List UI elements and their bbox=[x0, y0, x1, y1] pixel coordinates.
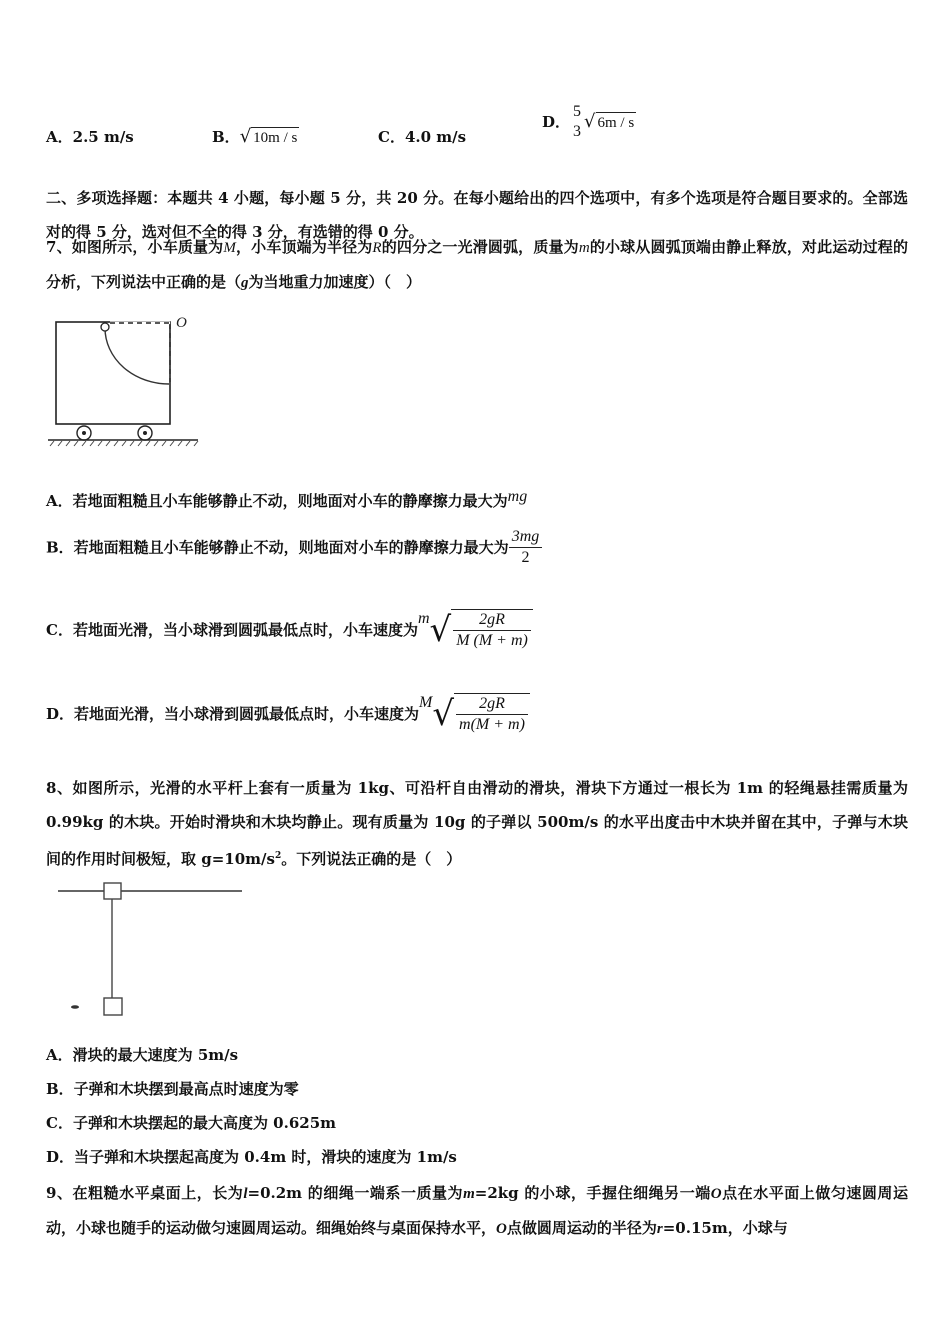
q9-stem-part: 点做圆周运动的半径为 bbox=[506, 1219, 657, 1237]
q7-option-b-fraction bbox=[509, 527, 543, 568]
q6-option-d-label: D． bbox=[542, 113, 571, 131]
sqrt-symbol: √ bbox=[432, 694, 455, 734]
q8-option-b: B．子弹和木块摆到最高点时速度为零 bbox=[46, 1080, 299, 1098]
q6-option-d-math: 6m / s bbox=[596, 112, 637, 133]
q8-stem bbox=[46, 771, 908, 876]
q9-var-O: O bbox=[710, 1186, 722, 1202]
q9-stem-part: 点在水平面上做匀速圆周运动，小球也随手的运动做匀速圆周运动。细绳始终与桌面保持水平， bbox=[46, 1184, 908, 1237]
sqrt-symbol: √ bbox=[239, 126, 252, 147]
q7-option-b bbox=[46, 527, 542, 568]
fraction-denominator: 3 bbox=[573, 123, 582, 140]
q7-option-c-fraction bbox=[451, 609, 533, 651]
q8-pendulum-figure bbox=[56, 880, 246, 1020]
ground-hatching bbox=[50, 441, 198, 446]
q7-stem bbox=[46, 230, 908, 300]
q7-option-a-text: A．若地面粗糙且小车能够静止不动，则地面对小车的静摩擦力最大为 bbox=[46, 492, 508, 510]
small-ball bbox=[101, 323, 109, 331]
fraction-numerator: 2gR bbox=[479, 695, 505, 712]
quarter-arc bbox=[105, 328, 169, 384]
q7-option-a bbox=[46, 488, 528, 512]
sqrt-symbol: √ bbox=[584, 111, 596, 132]
q6-option-d bbox=[542, 102, 636, 142]
q8-option-c: C．子弹和木块摆起的最大高度为 0.625m bbox=[46, 1114, 337, 1132]
section2-header: 二、多项选择题：本题共 4 小题，每小题 5 分，共 20 分。在每小题给出的四个选项中，有多个选项是符合题目要求的。全部选对的得 5 分，选对但不全的得 3 分，有选错的得 0 分。 bbox=[46, 189, 908, 241]
q6-option-d-fraction bbox=[570, 102, 584, 142]
q6-option-a: A．2.5 m/s bbox=[46, 128, 134, 146]
q7-option-d-text: D．若地面光滑，当小球滑到圆弧最低点时，小车速度为 bbox=[46, 705, 420, 723]
q7-option-b-text: B．若地面粗糙且小车能够静止不动，则地面对小车的静摩擦力最大为 bbox=[46, 538, 509, 557]
fraction-denominator: M (M + m) bbox=[453, 630, 531, 651]
q7-option-c-coef: m bbox=[417, 610, 430, 627]
q7-var-M: M bbox=[223, 240, 236, 256]
q7-stem-part: ，小车顶端为半径为 bbox=[235, 238, 373, 256]
q7-option-d bbox=[46, 693, 530, 735]
fraction-denominator: 2 bbox=[509, 547, 543, 568]
q7-option-d-coef: M bbox=[419, 694, 433, 711]
q6-option-b bbox=[212, 127, 299, 148]
point-O-label: O bbox=[176, 315, 187, 331]
q6-option-b-label: B． bbox=[212, 128, 240, 146]
q9-stem-part: =0.15m，小球与 bbox=[662, 1219, 788, 1237]
fraction-numerator: 2gR bbox=[479, 611, 505, 628]
q6-option-b-math: 10m / s bbox=[251, 127, 299, 148]
q7-option-a-math: mg bbox=[507, 488, 528, 505]
q7-cart-figure bbox=[44, 312, 204, 450]
q7-stem-part: 的小球从圆弧顶端由静止释放，对此运动过程的分析，下列说法中正确的是（ bbox=[46, 238, 908, 291]
fraction-numerator: 3mg bbox=[511, 528, 540, 545]
q7-var-m: m bbox=[578, 240, 590, 256]
sqrt-symbol: √ bbox=[429, 610, 452, 650]
q7-stem-part: 7、如图所示，小车质量为 bbox=[46, 238, 224, 256]
q9-stem-part: =2kg 的小球，手握住细绳另一端 bbox=[474, 1184, 711, 1202]
q7-var-g: g bbox=[241, 275, 249, 291]
q8-superscript: 2 bbox=[274, 851, 282, 861]
q8-stem-part: 8、如图所示，光滑的水平杆上套有一质量为 1kg、可沿杆自由滑动的滑块，滑块下方通过一根长为 1m 的轻绳悬挂需质量为 0.99kg 的木块。开始时滑块和木块均静止。现有质量为 10g 的子弹以 500m/s 的水平出度击中木块并留在其中，子弹与木块间的作用时间极短，取 g=10m/s bbox=[46, 779, 908, 868]
q9-var-r: r bbox=[656, 1221, 663, 1237]
q9-var-m: m bbox=[463, 1186, 475, 1202]
q8-option-a: A．滑块的最大速度为 5m/s bbox=[46, 1046, 239, 1064]
q9-stem bbox=[46, 1176, 908, 1246]
q6-option-c: C．4.0 m/s bbox=[378, 128, 467, 146]
fraction-numerator: 5 bbox=[573, 103, 582, 120]
wood-block bbox=[104, 998, 122, 1015]
q7-stem-part: 的四分之一光滑圆弧，质量为 bbox=[381, 238, 579, 256]
q7-option-c bbox=[46, 609, 533, 651]
fraction-denominator: m(M + m) bbox=[456, 714, 528, 735]
q9-var-l: l bbox=[243, 1186, 248, 1202]
bullet bbox=[71, 1005, 79, 1009]
slider-block bbox=[104, 883, 121, 899]
q7-option-d-fraction bbox=[454, 693, 530, 735]
q8-option-d: D．当子弹和木块摆起高度为 0.4m 时，滑块的速度为 1m/s bbox=[46, 1148, 457, 1166]
q8-stem-part: 。下列说法正确的是（ ） bbox=[281, 850, 462, 868]
q7-var-R: R bbox=[372, 240, 382, 256]
q9-var-O: O bbox=[496, 1221, 507, 1237]
q7-stem-part: 为当地重力加速度）（ ） bbox=[248, 273, 422, 291]
q7-option-c-text: C．若地面光滑，当小球滑到圆弧最低点时，小车速度为 bbox=[46, 621, 418, 639]
q9-stem-part: =0.2m 的细绳一端系一质量为 bbox=[247, 1184, 464, 1202]
cart-body bbox=[56, 322, 170, 424]
q9-stem-part: 9、在粗糙水平桌面上，长为 bbox=[46, 1184, 244, 1202]
